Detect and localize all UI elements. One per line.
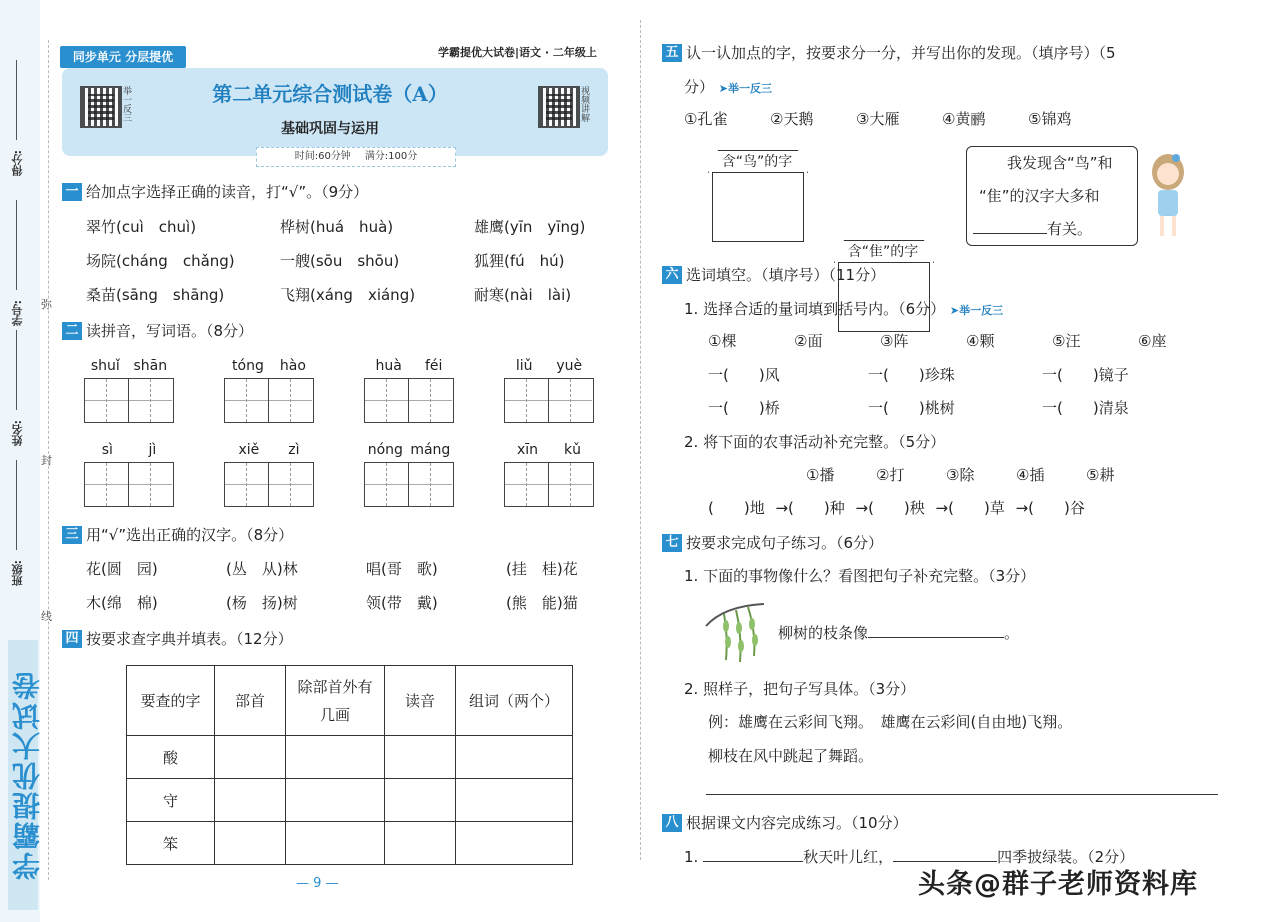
pinyin-grid-item: huà féi xyxy=(364,358,454,423)
page-number: — 9 — xyxy=(296,876,339,891)
char-choice[interactable]: 唱(哥 歌) xyxy=(366,560,438,578)
pinyin-choice[interactable]: 飞翔(xáng xiáng) xyxy=(280,286,416,304)
section-title: 用“√”选出正确的汉字。（8分） xyxy=(86,526,294,544)
example-link[interactable]: ➤举一反三 xyxy=(718,82,773,95)
option-item: ②面 xyxy=(794,332,823,350)
girl-illustration-icon xyxy=(1146,150,1190,240)
dictionary-table xyxy=(126,665,573,865)
s6-q1 xyxy=(684,298,1003,319)
answer-cell[interactable] xyxy=(286,779,385,822)
section-4-heading xyxy=(62,628,293,649)
section-title: 读拼音，写词语。（8分） xyxy=(86,322,254,340)
section-number: 二 xyxy=(62,322,82,340)
answer-cell[interactable] xyxy=(215,822,286,865)
pinyin-choice[interactable]: 耐寒(nài lài) xyxy=(474,286,572,304)
pinyin-choice[interactable]: 桦树(huá huà) xyxy=(280,218,394,236)
char-choice[interactable]: (熊 能)猫 xyxy=(506,594,578,612)
pinyin-row-1 xyxy=(86,216,668,250)
section-title: 按要求完成句子练习。（6分） xyxy=(686,534,884,552)
pinyin-grid-item: tóng hào xyxy=(224,358,314,423)
section-3-heading xyxy=(62,524,293,545)
option-item: ⑤耕 xyxy=(1086,466,1115,484)
section-5-title-cont xyxy=(684,76,772,97)
option-item: ④黄鹂 xyxy=(942,110,986,128)
task-sentence: 柳枝在风中跳起了舞蹈。 xyxy=(708,747,874,765)
pinyin-grid-item: sì jì xyxy=(84,442,174,507)
name-line xyxy=(16,330,17,410)
qr-right-text: 视频讲解 xyxy=(579,86,589,122)
pinyin-grid-item: nóng máng xyxy=(364,442,454,507)
page-title: 第二单元综合测试卷（A） xyxy=(212,82,448,106)
section-7-heading xyxy=(662,532,883,553)
class-label: 班级: xyxy=(11,560,24,587)
sentence-text: 柳树的枝条像 xyxy=(778,624,869,642)
answer-cell[interactable] xyxy=(385,822,456,865)
question-number: 1. xyxy=(684,848,699,866)
section-8-heading xyxy=(662,812,908,833)
finding-line: 我发现含“鸟”和 xyxy=(1007,154,1113,172)
page-divider xyxy=(640,20,641,860)
table-header-row xyxy=(127,666,573,736)
section-title: 认一认加点的字，按要求分一分，并写出你的发现。（填序号）（5 xyxy=(686,44,1116,62)
question-text: 2. 照样子，把句子写具体。（3分） xyxy=(684,680,916,698)
option-item: ①棵 xyxy=(708,332,737,350)
section-1-heading xyxy=(62,181,368,202)
pinyin-grid-item: xiě zì xyxy=(224,442,314,507)
brand-line: 学霸提优大试卷|语文 · 二年级上 xyxy=(438,46,597,59)
fill-blank[interactable]: 一( )桃树 xyxy=(868,399,955,417)
section-number: 三 xyxy=(62,526,82,544)
column-header: 除部首外有几画 xyxy=(286,666,385,736)
answer-cell[interactable] xyxy=(215,736,286,779)
example-sentence: 例：雄鹰在云彩间飞翔。 雄鹰在云彩间(自由地)飞翔。 xyxy=(708,713,1073,731)
table-row xyxy=(127,779,573,822)
question-text: 1. 选择合适的量词填到括号内。（6分） xyxy=(684,300,946,318)
pinyin-choice[interactable]: 一艘(sōu shōu) xyxy=(280,252,400,270)
section-title-cont: 分） xyxy=(684,78,715,96)
seal-mark-2: 封 xyxy=(41,454,52,467)
simile-sentence xyxy=(778,622,1019,643)
question-text: 1. 下面的事物像什么？看图把句子补充完整。（3分） xyxy=(684,567,1036,585)
fill-blank[interactable]: 一( )清泉 xyxy=(1042,399,1129,417)
option-item: ①播 xyxy=(806,466,835,484)
score-label: 得分: xyxy=(11,150,24,177)
pinyin-grid-item: xīn kǔ xyxy=(504,442,594,507)
question-text: 2. 将下面的农事活动补充完整。（5分） xyxy=(684,433,946,451)
char-choice[interactable]: (挂 桂)花 xyxy=(506,560,578,578)
section-title: 按要求查字典并填表。（12分） xyxy=(86,630,293,648)
lookup-char: 酸 xyxy=(127,736,215,779)
farm-options xyxy=(806,464,1136,485)
seal-mark-3: 线 xyxy=(41,610,52,623)
qr-left-text: 举一反三 xyxy=(121,86,131,122)
measure-word-row-1 xyxy=(708,364,1162,385)
section-title: 给加点字选择正确的读音，打“√”。（9分） xyxy=(86,183,369,201)
fill-blank[interactable]: 一( )镜子 xyxy=(1042,366,1129,384)
pinyin-grid-row-2 xyxy=(84,442,594,507)
fill-blank[interactable]: 一( )风 xyxy=(708,366,780,384)
willow-icon xyxy=(704,596,770,666)
measure-word-options xyxy=(708,330,1178,351)
option-item: ②打 xyxy=(876,466,905,484)
char-choice-row-1 xyxy=(86,558,606,592)
answer-cell[interactable] xyxy=(385,736,456,779)
char-choice[interactable]: 木(绵 棉) xyxy=(86,594,158,612)
section-number: 五 xyxy=(662,44,682,62)
lookup-char: 守 xyxy=(127,779,215,822)
option-item: ④颗 xyxy=(966,332,995,350)
section-6-heading xyxy=(662,264,885,285)
char-choice[interactable]: (丛 从)林 xyxy=(226,560,298,578)
pinyin-choice[interactable]: 雄鹰(yīn yīng) xyxy=(474,218,586,236)
table-row xyxy=(127,822,573,865)
finding-blank[interactable] xyxy=(973,233,1047,234)
answer-cell[interactable] xyxy=(286,736,385,779)
qr-code-right[interactable] xyxy=(538,86,580,128)
sort-box-label: 含“隹”的字 xyxy=(847,244,919,260)
fill-blank[interactable] xyxy=(703,861,803,862)
answer-cell[interactable] xyxy=(286,822,385,865)
lookup-char: 笨 xyxy=(127,822,215,865)
name-label: 姓名: xyxy=(11,420,24,447)
watermark: 头条@群子老师资料库 xyxy=(918,869,1198,900)
section-title: 选词填空。（填序号）（11分） xyxy=(686,266,886,284)
answer-line[interactable] xyxy=(706,794,1218,795)
table-row xyxy=(127,736,573,779)
qr-code-left[interactable] xyxy=(80,86,122,128)
farm-sequence[interactable]: ( )地 →( )种 →( )秧 →( )草 →( )谷 xyxy=(708,499,1085,517)
finding-line: 有关。 xyxy=(1047,220,1093,238)
finding-line: “隹”的汉字大多和 xyxy=(979,187,1100,205)
seal-mark-1: 弥 xyxy=(41,298,52,311)
question-text: 四季披绿装。（2分） xyxy=(997,848,1135,866)
column-header: 部首 xyxy=(215,666,286,736)
answer-cell[interactable] xyxy=(456,822,573,865)
pinyin-grid-item: shuǐ shān xyxy=(84,358,174,423)
finding-bubble xyxy=(966,146,1138,246)
seal-dashed-line xyxy=(48,40,49,880)
section-number: 一 xyxy=(62,183,82,201)
simile-blank[interactable] xyxy=(868,637,1004,638)
score-line xyxy=(16,60,17,140)
section-2-heading xyxy=(62,320,253,341)
answer-cell[interactable] xyxy=(215,779,286,822)
student-no-label: 学号: xyxy=(11,300,24,327)
char-choice-row-2 xyxy=(86,592,606,626)
option-item: ⑤汪 xyxy=(1052,332,1081,350)
option-item: ③阵 xyxy=(880,332,909,350)
column-header: 读音 xyxy=(385,666,456,736)
section-title: 根据课文内容完成练习。（10分） xyxy=(686,814,908,832)
column-header: 组词（两个） xyxy=(456,666,573,736)
option-item: ⑥座 xyxy=(1138,332,1167,350)
option-item: ⑤锦鸡 xyxy=(1028,110,1072,128)
section-5-heading xyxy=(662,42,1116,63)
sort-box-label: 含“鸟”的字 xyxy=(721,154,793,170)
question-text: 秋天叶儿红， xyxy=(803,848,894,866)
option-item: ③除 xyxy=(946,466,975,484)
section-3-body xyxy=(86,558,606,626)
pinyin-choice[interactable]: 狐狸(fú hú) xyxy=(474,252,565,270)
example-link[interactable]: ➤举一反三 xyxy=(949,304,1004,317)
pinyin-choice[interactable]: 桑苗(sāng shāng) xyxy=(86,286,225,304)
header-tag: 同步单元 分层提优 xyxy=(60,46,186,68)
option-item: ②天鹅 xyxy=(770,110,814,128)
option-item: ③大雁 xyxy=(856,110,900,128)
student-no-line xyxy=(16,200,17,290)
section-1-body xyxy=(86,216,668,318)
pinyin-choice[interactable]: 场院(cháng chǎng) xyxy=(86,252,235,270)
answer-cell[interactable] xyxy=(385,779,456,822)
measure-word-row-2 xyxy=(708,397,1162,418)
class-line xyxy=(16,460,17,550)
full-score: 满分:100分 xyxy=(364,151,418,162)
sentence-end: 。 xyxy=(1004,624,1020,642)
page-subtitle: 基础巩固与运用 xyxy=(281,121,379,137)
answer-cell[interactable] xyxy=(456,736,573,779)
pinyin-grid-item: liǔ yuè xyxy=(504,358,594,423)
spine-book-title: 学霸提优大试卷 xyxy=(11,670,44,880)
pinyin-row-2 xyxy=(86,250,668,284)
column-header: 要查的字 xyxy=(127,666,215,736)
answer-cell[interactable] xyxy=(456,779,573,822)
fill-blank[interactable]: 一( )桥 xyxy=(708,399,780,417)
section-number: 七 xyxy=(662,534,682,552)
pinyin-row-3 xyxy=(86,284,668,318)
option-item: ①孔雀 xyxy=(684,110,728,128)
time-limit: 时间:60分钟 xyxy=(294,151,351,162)
option-item: ④插 xyxy=(1016,466,1045,484)
char-choice[interactable]: (杨 扬)树 xyxy=(226,594,298,612)
section-number: 四 xyxy=(62,630,82,648)
pinyin-choice[interactable]: 翠竹(cuì chuì) xyxy=(86,218,197,236)
char-choice[interactable]: 花(圆 园) xyxy=(86,560,158,578)
fill-blank[interactable]: 一( )珍珠 xyxy=(868,366,955,384)
pinyin-grid-row-1 xyxy=(84,358,594,423)
section-number: 六 xyxy=(662,266,682,284)
bird-options xyxy=(684,108,1114,129)
section-number: 八 xyxy=(662,814,682,832)
sort-box-bird[interactable] xyxy=(708,150,806,240)
char-choice[interactable]: 领(带 戴) xyxy=(366,594,438,612)
time-score-bar xyxy=(256,147,456,167)
